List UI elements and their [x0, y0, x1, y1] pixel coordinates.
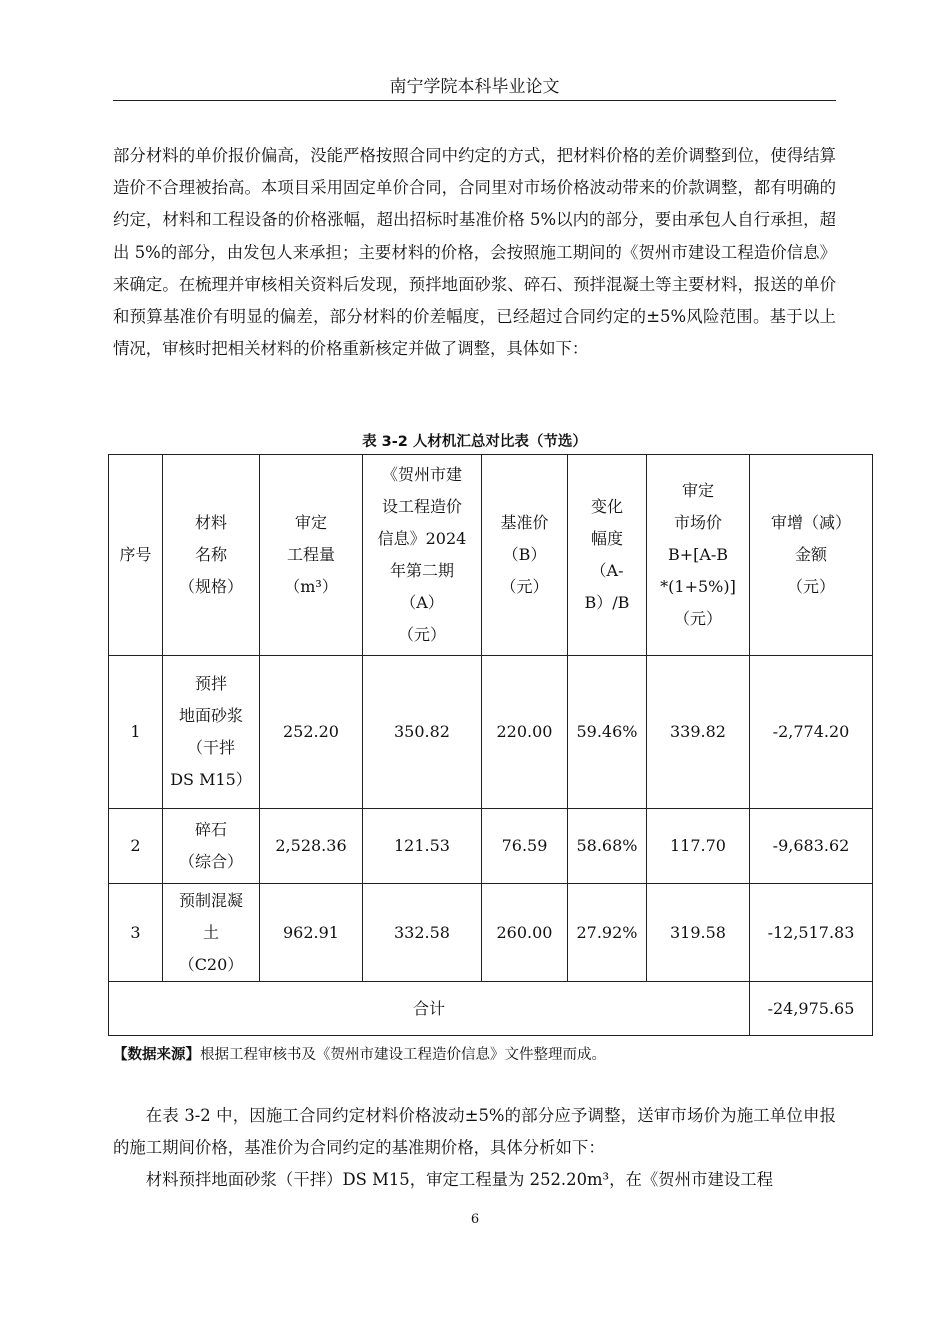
table-row: [109, 809, 873, 884]
table-cell: 319.58: [647, 884, 750, 982]
total-label: 合计: [109, 982, 750, 1036]
table-cell: 碎石 （综合）: [163, 809, 260, 884]
header-cell: 《贺州市建 设工程造价 信息》2024 年第二期 （A） （元）: [363, 455, 482, 656]
body-paragraph-2: [113, 1100, 836, 1197]
table-caption: 表 3-2 人材机汇总对比表（节选）: [362, 434, 587, 450]
analysis-item-1: 材料预拌地面砂浆（干拌）DS M15，审定工程量为 252.20m³，在《贺州市建设工程: [145, 1170, 774, 1190]
table-row: [109, 884, 873, 982]
table-cell: 339.82: [647, 656, 750, 809]
table-cell: 2,528.36: [260, 809, 363, 884]
table-cell: 预拌 地面砂浆 （干拌 DS M15）: [163, 656, 260, 809]
source-text: 根据工程审核书及《贺州市建设工程造价信息》文件整理而成。: [200, 1047, 606, 1063]
header-cell: 序号: [109, 455, 163, 656]
body-paragraph-1: 部分材料的单价报价偏高，没能严格按照合同中约定的方式，把材料价格的差价调整到位，使得结算造价不合理被抬高。本项目采用固定单价合同，合同里对市场价格波动带来的价款调整，都有明确的约定，材料和工程设备的价格涨幅，超出招标时基准价格 5%以内的部分，要由承包人自行承担，超出 5%的部分，由发包人来承担；主要材料的价格，会按照施工期间的《贺州市建设工程造价信息》来确定。在梳理并审核相关资料后发现，预拌地面砂浆、碎石、预拌混凝土等主要材料，报送的单价和预算基准价有明显的偏差，部分材料的价差幅度，已经超过合同约定的±5%风险范围。基于以上情况，审核时把相关材料的价格重新核定并做了调整，具体如下：: [113, 146, 836, 359]
table-cell: 76.59: [482, 809, 568, 884]
table-cell: 260.00: [482, 884, 568, 982]
table-cell: -2,774.20: [750, 656, 873, 809]
header-cell: 审增（减） 金额 （元）: [750, 455, 873, 656]
table-total-row: [109, 982, 873, 1036]
table-cell: -12,517.83: [750, 884, 873, 982]
table-cell: 252.20: [260, 656, 363, 809]
table-cell: 3: [109, 884, 163, 982]
page-number: 6: [470, 1212, 480, 1227]
table-header-row: [109, 455, 873, 656]
table-cell: 59.46%: [568, 656, 647, 809]
material-comparison-table: [108, 454, 873, 1036]
table-cell: 121.53: [363, 809, 482, 884]
table-cell: 预制混凝 土 （C20）: [163, 884, 260, 982]
source-label: 【数据来源】: [113, 1047, 200, 1063]
running-header: 南宁学院本科毕业论文: [389, 77, 560, 97]
table-cell: 332.58: [363, 884, 482, 982]
table-source-note: [113, 1043, 836, 1067]
table-row: [109, 656, 873, 809]
header-cell: 审定 工程量 （m³）: [260, 455, 363, 656]
header-divider: [113, 100, 836, 101]
table-cell: 2: [109, 809, 163, 884]
header-cell: 变化 幅度 （A- B）/B: [568, 455, 647, 656]
table-cell: 220.00: [482, 656, 568, 809]
table-cell: 117.70: [647, 809, 750, 884]
analysis-intro: 在表 3-2 中，因施工合同约定材料价格波动±5%的部分应予调整，送审市场价为施工单位申报的施工期间价格，基准价为合同约定的基准期价格，具体分析如下：: [113, 1106, 836, 1158]
table-cell: 962.91: [260, 884, 363, 982]
table-cell: -9,683.62: [750, 809, 873, 884]
table-cell: 58.68%: [568, 809, 647, 884]
header-cell: 基准价 （B） （元）: [482, 455, 568, 656]
header-cell: 材料 名称 （规格）: [163, 455, 260, 656]
table-cell: 350.82: [363, 656, 482, 809]
total-value: -24,975.65: [750, 982, 873, 1036]
header-cell: 审定 市场价 B+[A-B *(1+5%)] （元）: [647, 455, 750, 656]
table-cell: 1: [109, 656, 163, 809]
table-cell: 27.92%: [568, 884, 647, 982]
